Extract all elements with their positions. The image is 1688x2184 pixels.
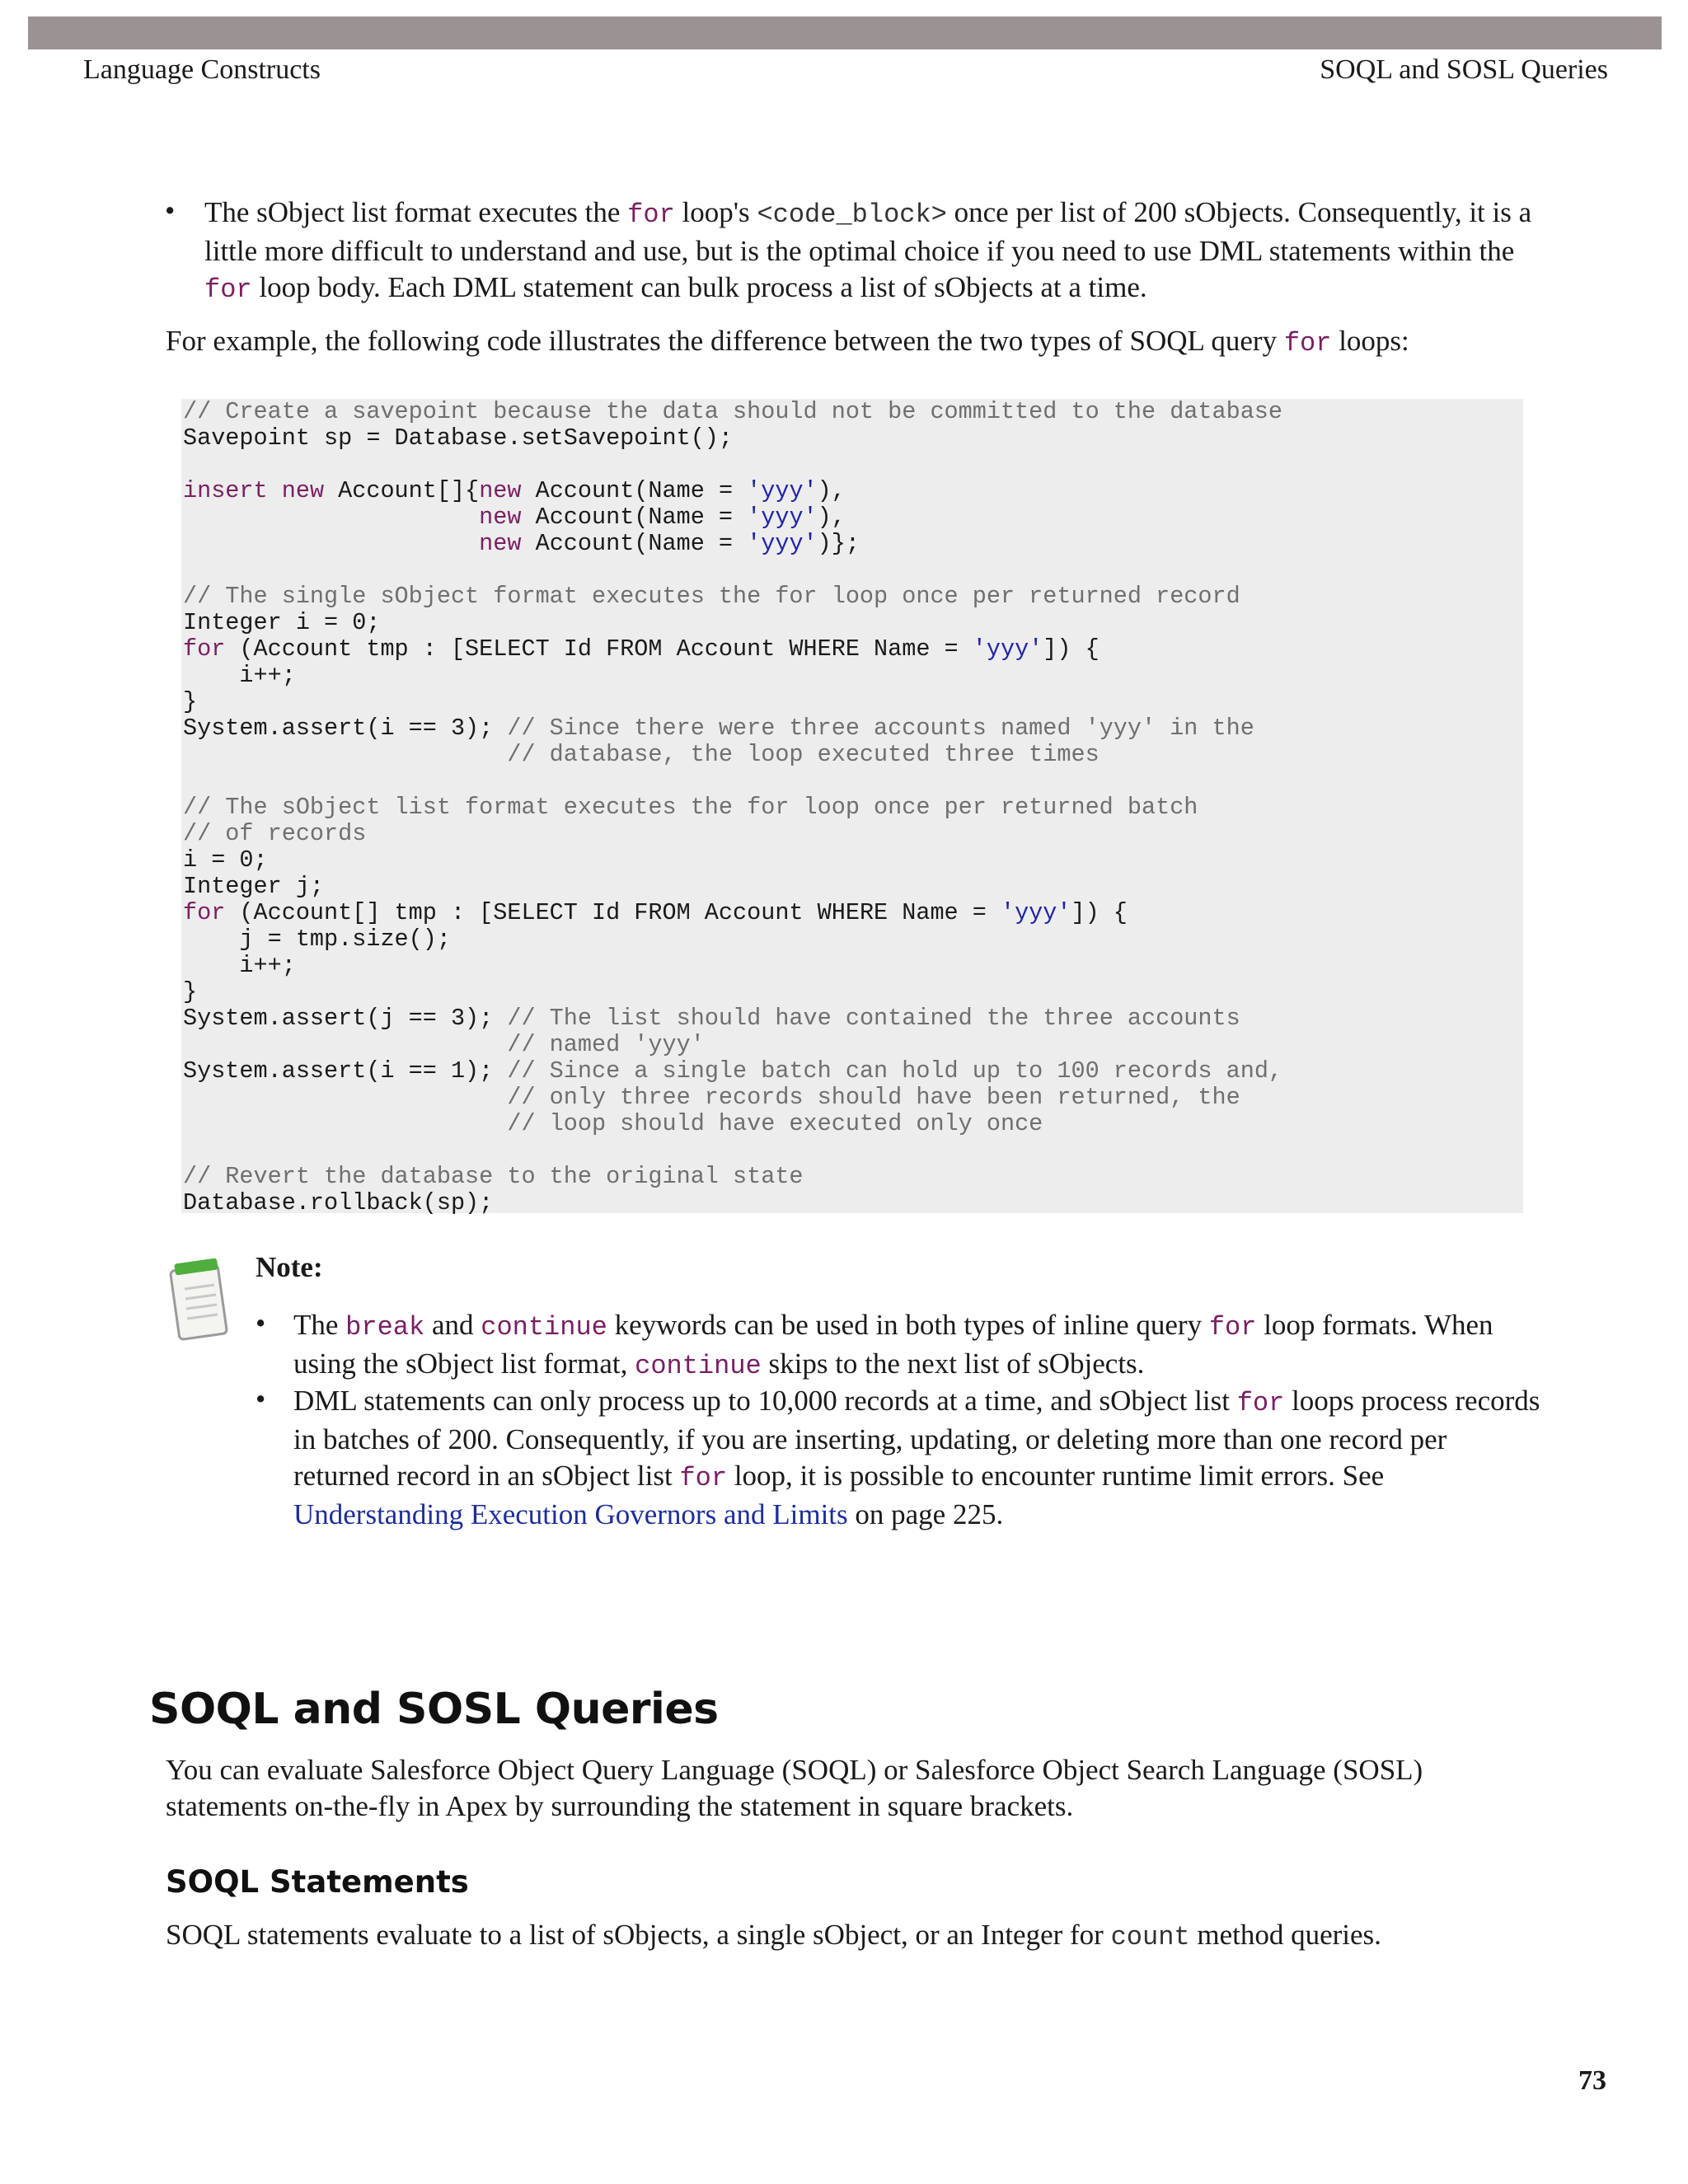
inline-code-for: for: [627, 199, 675, 230]
subsection-paragraph: SOQL statements evaluate to a list of sObjects, a single sObject, or an Integer for count method queries.: [166, 1919, 1381, 1952]
bullet-marker: •: [165, 194, 176, 227]
note-icon: [168, 1256, 229, 1343]
running-head-chapter: Language Constructs: [83, 54, 321, 85]
inline-code-for: for: [204, 274, 252, 305]
subsection-title: SOQL Statements: [166, 1864, 469, 1900]
page-number: 73: [1578, 2065, 1606, 2096]
bullet-sobject-list-format: The sObject list format executes the for loop's <code_block> once per list of 200 sObjects. Consequently, it is a little more difficult to understand and use, but is the optimal choice if you need to use DML statements within the for loop body. Each DML statement can bulk process a list of sObjects at a time.: [204, 196, 1532, 305]
note-item-dml-limits: DML statements can only process up to 10,000 records at a time, and sObject list for loops process records in batches of 200. Consequently, if you are inserting, updating, or deleting more than one record per returned record in an sObject list for loop, it is possible to encounter runtime limit errors. See Understanding Execution Governors and Limits on page 225.: [293, 1385, 1540, 1530]
inline-code-for: for: [679, 1463, 728, 1493]
header-bar: [28, 16, 1662, 49]
inline-code-break: break: [345, 1312, 425, 1343]
code-listing: // Create a savepoint because the data should not be committed to the database Savepoint sp = Database.setSavepoint(); insert new Account[]{new Account(Name = 'yyy'), new Account(Name = 'yyy'), new Account(Name = 'yyy')}; // The single sObject format executes the for loop once per returned record Integer i = 0; for (Account tmp : [SELECT Id FROM Account WHERE Name = 'yyy']) { i++; } System.assert(i == 3); // Since there were three accounts named 'yyy' in the // database, the loop executed three times // The sObject list format executes the for loop once per returned batch // of records i = 0; Integer j; for (Account[] tmp : [SELECT Id FROM Account WHERE Name = 'yyy']) { j = tmp.size(); i++; } System.assert(j == 3); // The list should have contained the three accounts // named 'yyy' System.assert(i == 1); // Since a single batch can hold up to 100 records and, // only three records should have been returned, the // loop should have executed only once // Revert the database to the original state Database.rollback(sp);: [183, 398, 1283, 1216]
inline-code-for: for: [1283, 328, 1332, 359]
intro-paragraph: For example, the following code illustrates the difference between the two types of SOQL query for loops:: [166, 325, 1409, 359]
bullet-marker: •: [256, 1307, 266, 1339]
inline-code-for: for: [1236, 1388, 1285, 1418]
note-item-keywords: The break and continue keywords can be used in both types of inline query for loop formats. When using the sObject list format, continue skips to the next list of sObjects.: [293, 1309, 1493, 1381]
code-example: [181, 398, 1523, 1216]
inline-code-continue: continue: [481, 1312, 607, 1343]
inline-code-placeholder: <code_block>: [757, 199, 947, 230]
inline-code-count: count: [1110, 1922, 1190, 1952]
bullet-marker: •: [256, 1383, 266, 1415]
note-title: Note:: [256, 1251, 323, 1283]
section-intro-paragraph: You can evaluate Salesforce Object Query Language (SOQL) or Salesforce Object Search Language (SOSL) statements on-the-fly in Apex by surrounding the statement in square brackets.: [166, 1754, 1423, 1822]
section-title: SOQL and SOSL Queries: [149, 1685, 719, 1734]
inline-code-continue: continue: [635, 1351, 762, 1381]
inline-code-for: for: [1208, 1312, 1257, 1343]
governors-limits-link[interactable]: Understanding Execution Governors and Limits: [293, 1498, 848, 1530]
running-head-section: SOQL and SOSL Queries: [1320, 54, 1608, 85]
